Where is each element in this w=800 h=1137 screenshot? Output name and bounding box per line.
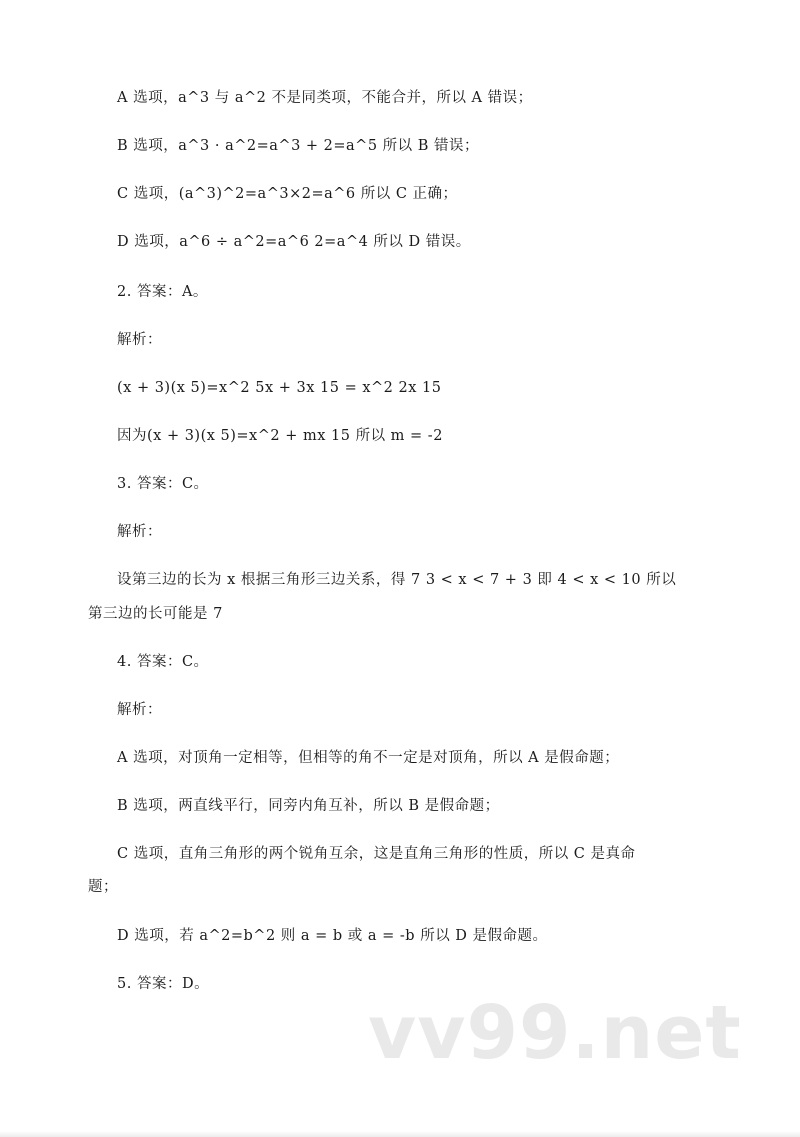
triangle-paragraph-line: 设第三边的长为 x 根据三角形三边关系，得 7 3 < x < 7 + 3 即 4 < x < 10 所以 [117, 572, 677, 588]
page-bottom-edge [0, 1131, 800, 1137]
answer-5: 5. 答案：D。 [117, 976, 210, 992]
answer-2: 2. 答案：A。 [117, 284, 208, 300]
analysis-label: 解析： [117, 332, 162, 348]
text-line-option-d: D 选项，若 a^2=b^2 则 a = b 或 a = -b 所以 D 是假命题。 [117, 928, 548, 944]
triangle-paragraph-continuation: 第三边的长可能是 7 [88, 606, 223, 622]
watermark-text: vv99.net [368, 990, 742, 1076]
text-line-option-a: A 选项，对顶角一定相等，但相等的角不一定是对顶角，所以 A 是假命题； [117, 750, 620, 766]
answer-4: 4. 答案：C。 [117, 654, 209, 670]
conclusion-line: 因为(x + 3)(x 5)=x^2 + mx 15 所以 m = -2 [117, 428, 443, 444]
analysis-label: 解析： [117, 524, 162, 540]
answer-3: 3. 答案：C。 [117, 476, 209, 492]
text-line-option-c-continuation: 题； [88, 879, 118, 895]
expansion-line: (x + 3)(x 5)=x^2 5x + 3x 15 = x^2 2x 15 [117, 380, 442, 396]
text-line-option-c: C 选项，(a^3)^2=a^3×2=a^6 所以 C 正确； [117, 186, 458, 202]
text-line-option-c: C 选项，直角三角形的两个锐角互余，这是直角三角形的性质，所以 C 是真命 [117, 846, 636, 862]
text-line-option-d: D 选项，a^6 ÷ a^2=a^6 2=a^4 所以 D 错误。 [117, 234, 471, 250]
text-line-option-b: B 选项，两直线平行，同旁内角互补，所以 B 是假命题； [117, 798, 500, 814]
analysis-label: 解析： [117, 702, 162, 718]
text-line-option-a: A 选项，a^3 与 a^2 不是同类项，不能合并，所以 A 错误； [117, 90, 533, 106]
text-line-option-b: B 选项，a^3 · a^2=a^3 + 2=a^5 所以 B 错误； [117, 138, 480, 154]
